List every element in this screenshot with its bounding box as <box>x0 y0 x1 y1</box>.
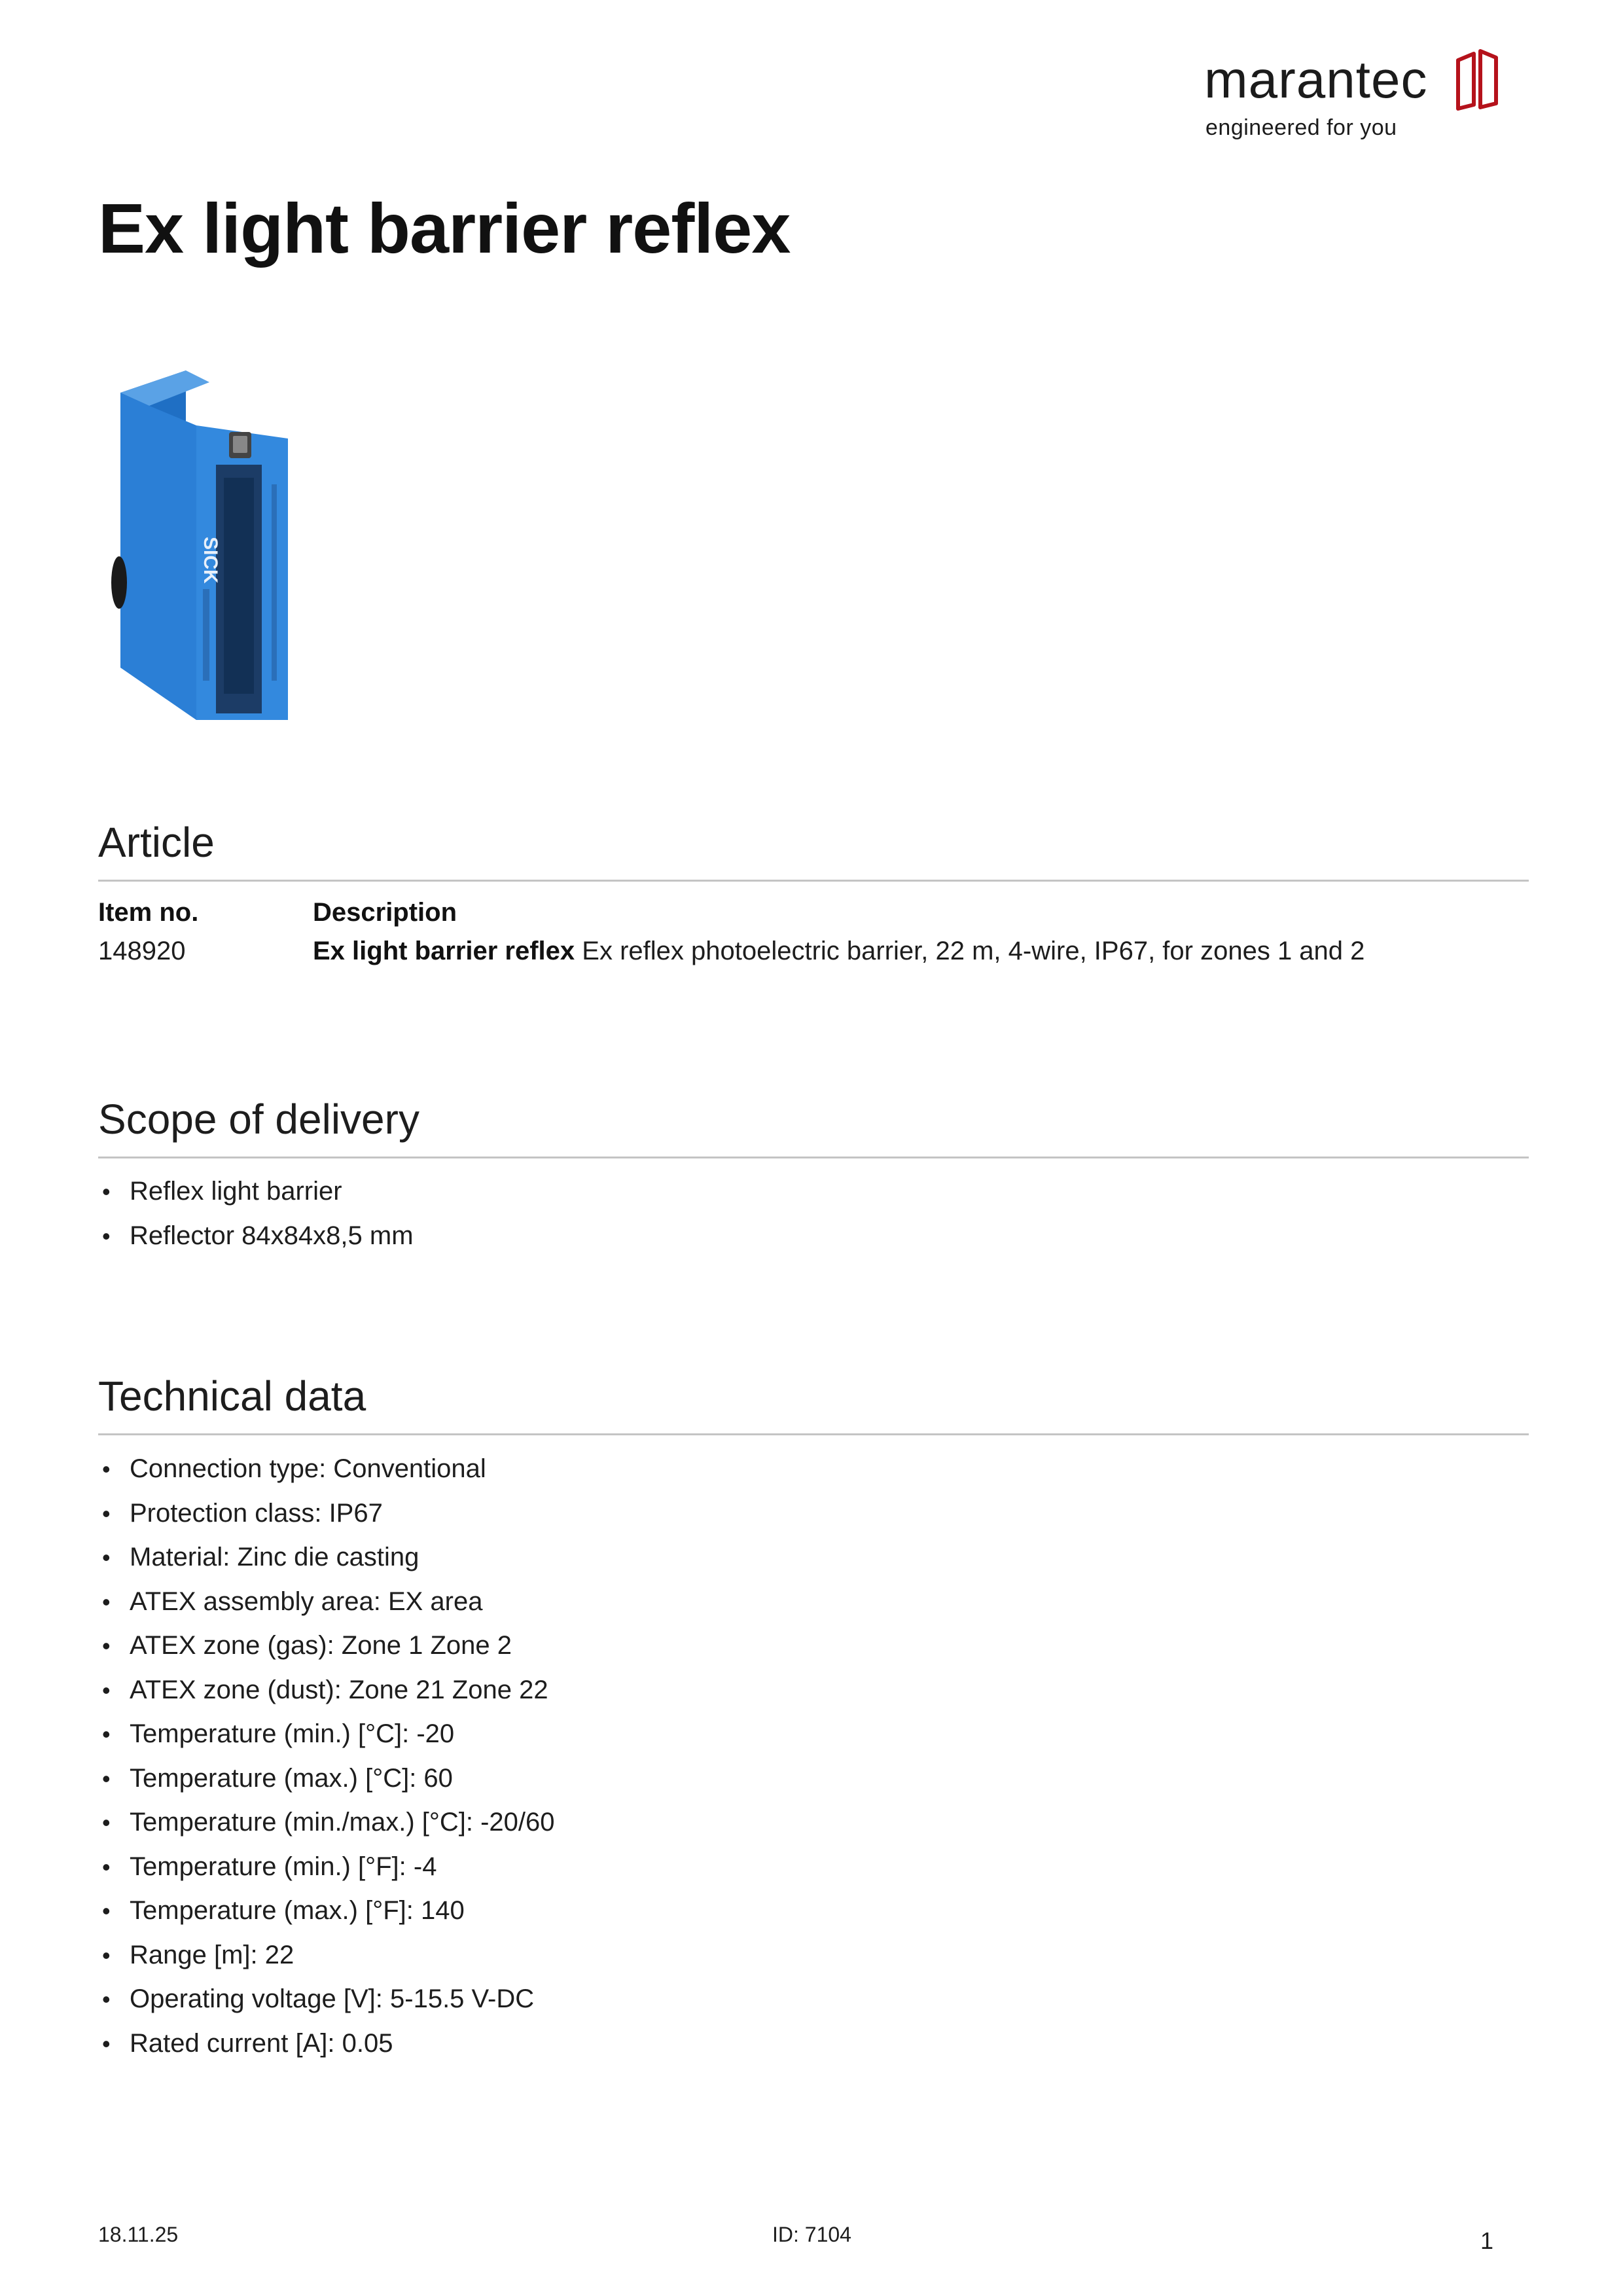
list-item: • ATEX zone (gas): Zone 1 Zone 2 <box>98 1624 555 1668</box>
logo-wordmark: marantec <box>1204 50 1428 109</box>
list-item: • Temperature (min.) [°F]: -4 <box>98 1845 555 1890</box>
section-divider <box>98 1157 1529 1158</box>
list-item: • Rated current [A]: 0.05 <box>98 2022 555 2066</box>
list-item: • Temperature (min./max.) [°C]: -20/60 <box>98 1801 555 1845</box>
item-description-text: Ex reflex photoelectric barrier, 22 m, 4-wire, IP67, for zones 1 and 2 <box>575 937 1365 965</box>
list-item: • ATEX assembly area: EX area <box>98 1580 555 1624</box>
door-mark-icon <box>1454 46 1501 111</box>
page-title: Ex light barrier reflex <box>98 188 791 268</box>
list-item: • Temperature (max.) [°C]: 60 <box>98 1757 555 1801</box>
technical-list <box>98 1447 555 2066</box>
section-title-scope: Scope of delivery <box>98 1096 419 1143</box>
logo-tagline: engineered for you <box>1205 115 1397 140</box>
list-item: • ATEX zone (dust): Zone 21 Zone 22 <box>98 1668 555 1713</box>
footer-document-id: ID: 7104 <box>772 2223 851 2246</box>
product-image <box>111 367 308 733</box>
list-item: • Temperature (max.) [°F]: 140 <box>98 1889 555 1933</box>
list-item: • Reflex light barrier <box>98 1170 414 1214</box>
footer-page-number: 1 <box>1480 2227 1494 2254</box>
list-item: • Protection class: IP67 <box>98 1492 555 1536</box>
list-item: • Temperature (min.) [°C]: -20 <box>98 1712 555 1757</box>
column-header-description: Description <box>313 898 457 927</box>
column-header-item-no: Item no. <box>98 898 199 927</box>
list-item: • Connection type: Conventional <box>98 1447 555 1492</box>
item-description <box>313 938 1364 964</box>
list-item: • Material: Zinc die casting <box>98 1535 555 1580</box>
item-number: 148920 <box>98 937 186 965</box>
footer-date: 18.11.25 <box>98 2223 179 2246</box>
scope-list <box>98 1170 414 1258</box>
list-item: • Operating voltage [V]: 5-15.5 V-DC <box>98 1977 555 2022</box>
item-description-name: Ex light barrier reflex <box>313 937 575 965</box>
section-title-technical: Technical data <box>98 1372 366 1420</box>
list-item: • Reflector 84x84x8,5 mm <box>98 1214 414 1259</box>
list-item: • Range [m]: 22 <box>98 1933 555 1978</box>
marantec-logo <box>1204 42 1505 147</box>
brand-print: SICK <box>200 537 221 584</box>
section-title-article: Article <box>98 819 215 866</box>
section-divider <box>98 880 1529 882</box>
section-divider <box>98 1433 1529 1435</box>
